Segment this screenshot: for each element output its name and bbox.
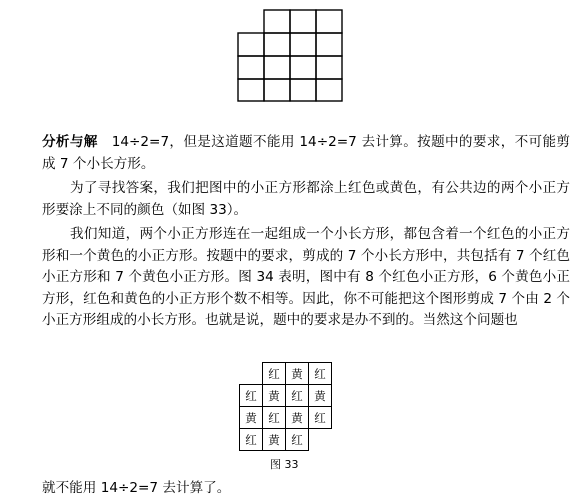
paragraph-coloring	[42, 178, 570, 221]
figure-33-cell: 红	[286, 385, 309, 407]
figure-33-row	[240, 407, 332, 429]
figure-33-caption: 图 33	[270, 458, 299, 471]
figure-33-cell	[309, 429, 332, 451]
figure-33-row	[240, 385, 332, 407]
figure-33-cell: 黄	[240, 407, 263, 429]
figure-33-cell: 黄	[286, 407, 309, 429]
figure-33-row	[240, 363, 332, 385]
closing-line: 就不能用 14÷2=7 去计算了。	[42, 480, 231, 496]
analysis-lead: 分析与解	[42, 134, 98, 150]
figure-33-cell: 黄	[263, 385, 286, 407]
figure-33-cell: 红	[263, 363, 286, 385]
figure-33-cell	[240, 363, 263, 385]
analysis-text: 14÷2=7，但是这道题不能用 14÷2=7 去计算。按题中的要求，不可能剪成 7 个小长方形。	[42, 134, 570, 172]
figure-33-cell: 红	[240, 385, 263, 407]
figure-33-grid	[239, 362, 332, 451]
figure-33-cell: 红	[309, 407, 332, 429]
figure-33-cell: 黄	[309, 385, 332, 407]
figure-33-cell: 黄	[263, 429, 286, 451]
grid-figure	[0, 0, 580, 110]
reasoning-text: 我们知道，两个小正方形连在一起组成一个小长方形，都包含着一个红色的小正方形和一个黄色的小正方形。按题中的要求，剪成的 7 个小长方形中，共包括有 7 个红色小正方形和 7 个黄色小正方形。图 34 表明，图中有 8 个红色小正方形，6 个黄色小正方形，红色和黄色的小正方形个数不相等。因此，你不可能把这个图形剪成 7 个由 2 个小正方形组成的小长方形。也就是说，题中的要求是办不到的。当然这个问题也	[42, 226, 570, 328]
figure-33-cell: 红	[240, 429, 263, 451]
figure-33-row	[240, 429, 332, 451]
coloring-text: 为了寻找答案，我们把图中的小正方形都涂上红色或黄色，有公共边的两个小正方形要涂上不同的颜色（如图 33）。	[42, 180, 570, 218]
paragraph-analysis	[42, 132, 570, 175]
paragraph-reasoning	[42, 224, 570, 332]
figure-33-cell: 红	[286, 429, 309, 451]
figure-33-cell: 红	[309, 363, 332, 385]
figure-33-cell: 红	[263, 407, 286, 429]
figure-33-cell: 黄	[286, 363, 309, 385]
